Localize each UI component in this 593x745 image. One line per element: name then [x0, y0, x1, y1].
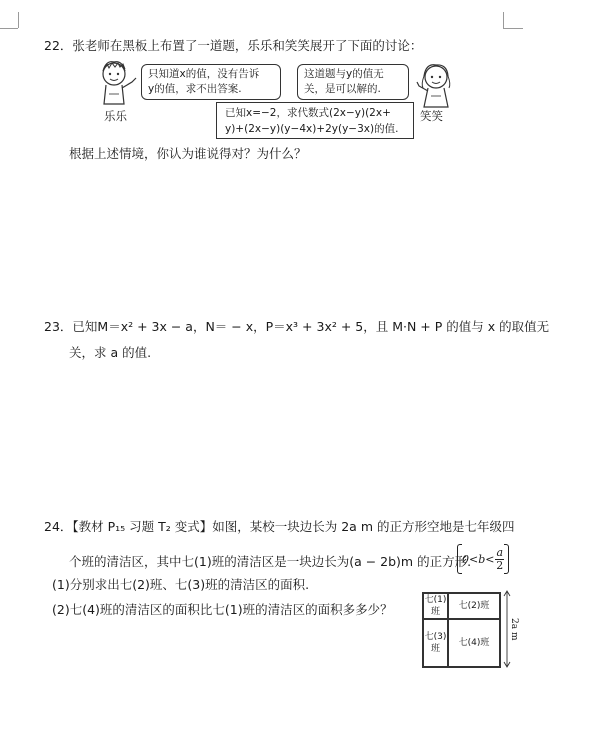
q24-sub2: (2)七(4)班的清洁区的面积比七(1)班的清洁区的面积多多少？: [52, 602, 393, 617]
cell-class-2: 七(2)班: [448, 593, 500, 619]
lele-name: 乐乐: [104, 109, 127, 123]
condition-denominator: 2: [496, 558, 504, 572]
q24-line1: 24．【教材 P₁₅ 习题 T₂ 变式】如图，某校一块边长为 2a m 的正方形空地是七年级四: [44, 519, 515, 534]
xiaoxiao-bubble-line2: 关，是可以解的.: [304, 83, 381, 95]
corner-mark-top-left-h: [0, 28, 18, 29]
cell-class-1-l1: 七(1): [424, 595, 447, 605]
xiaoxiao-bubble-line1: 这道题与y的值无: [304, 68, 384, 80]
cell-class-3-l2: 班: [430, 644, 440, 654]
lele-speech-bubble: [141, 64, 281, 100]
xiaoxiao-figure: [414, 62, 456, 110]
lele-figure: [98, 58, 140, 108]
q22-stem: 22．张老师在黑板上布置了一道题，乐乐和笑笑展开了下面的讨论：: [44, 38, 423, 53]
lele-bubble-line1: 只知道x的值，没有告诉: [148, 68, 260, 80]
xiaoxiao-name: 笑笑: [420, 109, 443, 123]
cell-class-1: [423, 593, 448, 619]
q23-line2: 关，求 a 的值.: [69, 345, 152, 360]
clean-area-square: [422, 592, 501, 668]
condition-lhs: 0<b<: [462, 552, 495, 566]
condition-numerator: a: [496, 545, 504, 559]
q23-line1: 23．已知M＝x² + 3x − a，N＝ − x，P＝x³ + 3x² + 5，且 M·N + P 的值与 x 的取值无: [44, 319, 550, 334]
lele-bubble-line2: y的值，求不出答案.: [148, 83, 242, 95]
dimension-label: 2a m: [509, 618, 519, 641]
cell-class-3: [423, 619, 448, 667]
xiaoxiao-speech-bubble: [297, 64, 409, 100]
corner-mark-top-right: [503, 12, 504, 28]
cell-class-1-l2: 班: [430, 607, 440, 617]
problem-line1: 已知x=−2，求代数式(2x−y)(2x+: [225, 107, 391, 119]
blackboard-problem: [216, 102, 414, 139]
q24-sub1: (1)分别求出七(2)班、七(3)班的清洁区的面积.: [52, 577, 310, 592]
condition-fraction: [495, 547, 504, 572]
corner-mark-top-left: [18, 12, 19, 28]
q22-question: 根据上述情境，你认为谁说得对？为什么？: [69, 146, 307, 161]
corner-mark-top-right-h: [503, 28, 523, 29]
condition-inequality: [457, 544, 509, 574]
condition-right-bracket: [504, 544, 509, 574]
cell-class-4: 七(4)班: [448, 619, 500, 667]
q24-line2: 个班的清洁区，其中七(1)班的清洁区是一块边长为(a − 2b)m 的正方形.: [69, 554, 472, 569]
problem-line2: y)+(2x−y)(y−4x)+2y(y−3x)的值.: [225, 123, 399, 135]
cell-class-3-l1: 七(3): [424, 632, 447, 642]
